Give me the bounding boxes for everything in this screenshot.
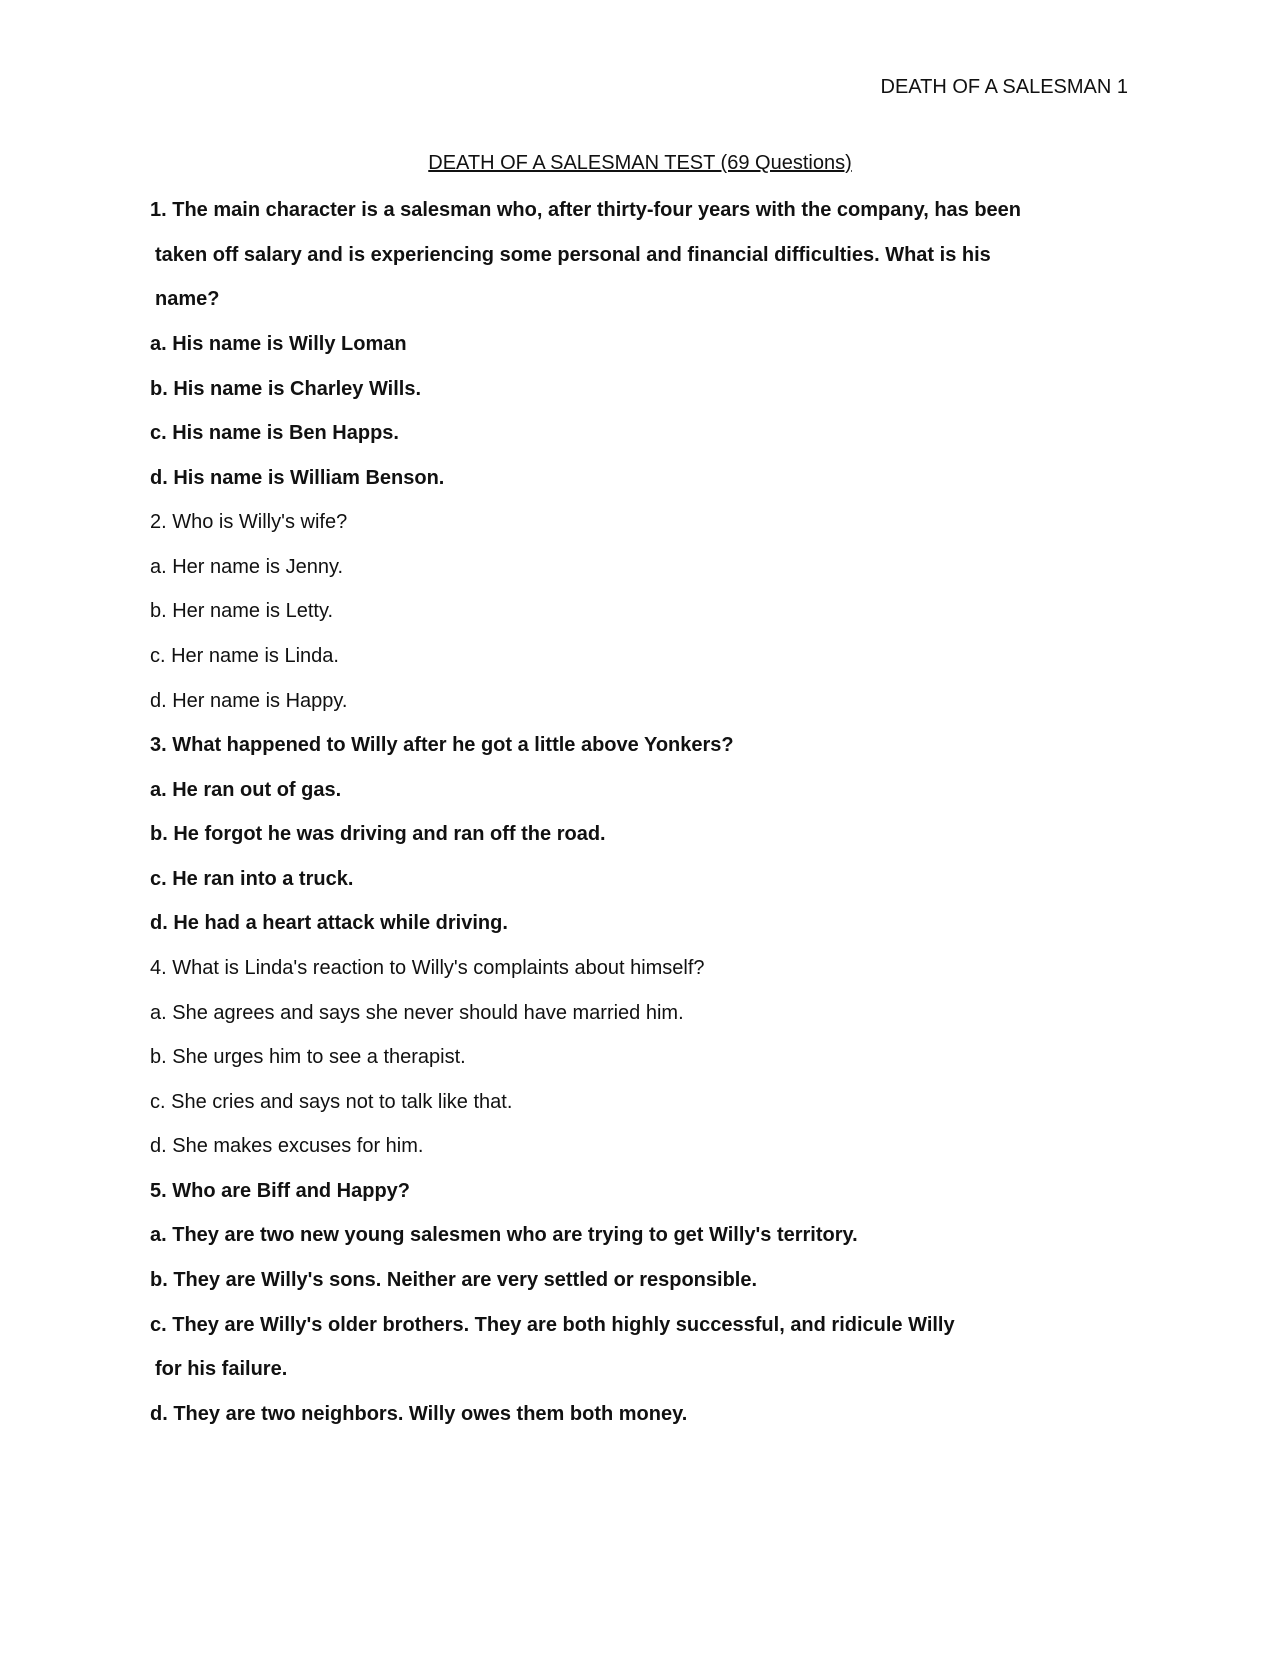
question-1-line-3: name? — [155, 288, 220, 310]
question-5-option-c-line-2: for his failure. — [155, 1358, 288, 1380]
question-4-option-a: a. She agrees and says she never should have married him. — [150, 1002, 684, 1024]
question-5-option-d: d. They are two neighbors. Willy owes them both money. — [150, 1403, 688, 1425]
question-3-option-a: a. He ran out of gas. — [150, 779, 342, 801]
question-4-option-c: c. She cries and says not to talk like that. — [150, 1091, 513, 1113]
question-5-line-1: 5. Who are Biff and Happy? — [150, 1180, 411, 1202]
question-1-option-c: c. His name is Ben Happs. — [150, 422, 399, 444]
question-1-line-2: taken off salary and is experiencing some personal and financial difficulties. What is his — [155, 244, 991, 266]
question-3-line-1: 3. What happened to Willy after he got a little above Yonkers? — [150, 734, 734, 756]
question-2-option-d: d. Her name is Happy. — [150, 690, 348, 712]
page-header: DEATH OF A SALESMAN 1 — [880, 76, 1128, 98]
question-1-line-1: 1. The main character is a salesman who, after thirty-four years with the company, has been — [150, 199, 1022, 221]
question-1-option-d: d. His name is William Benson. — [150, 467, 445, 489]
page-title: DEATH OF A SALESMAN TEST (69 Questions) — [428, 152, 852, 174]
question-2-option-a: a. Her name is Jenny. — [150, 556, 344, 578]
question-3-option-c: c. He ran into a truck. — [150, 868, 354, 890]
question-2-line-1: 2. Who is Willy's wife? — [150, 511, 348, 533]
question-3-option-d: d. He had a heart attack while driving. — [150, 912, 508, 934]
question-2-option-c: c. Her name is Linda. — [150, 645, 339, 667]
question-1-option-a: a. His name is Willy Loman — [150, 333, 407, 355]
question-5-option-b: b. They are Willy's sons. Neither are very settled or responsible. — [150, 1269, 758, 1291]
question-4-line-1: 4. What is Linda's reaction to Willy's complaints about himself? — [150, 957, 705, 979]
question-1-option-b: b. His name is Charley Wills. — [150, 378, 422, 400]
question-5-option-a: a. They are two new young salesmen who are trying to get Willy's territory. — [150, 1224, 858, 1246]
question-5-option-c-line-1: c. They are Willy's older brothers. They are both highly successful, and ridicule Willy — [150, 1314, 955, 1336]
question-3-option-b: b. He forgot he was driving and ran off the road. — [150, 823, 606, 845]
question-4-option-d: d. She makes excuses for him. — [150, 1135, 424, 1157]
question-2-option-b: b. Her name is Letty. — [150, 600, 334, 622]
question-4-option-b: b. She urges him to see a therapist. — [150, 1046, 466, 1068]
